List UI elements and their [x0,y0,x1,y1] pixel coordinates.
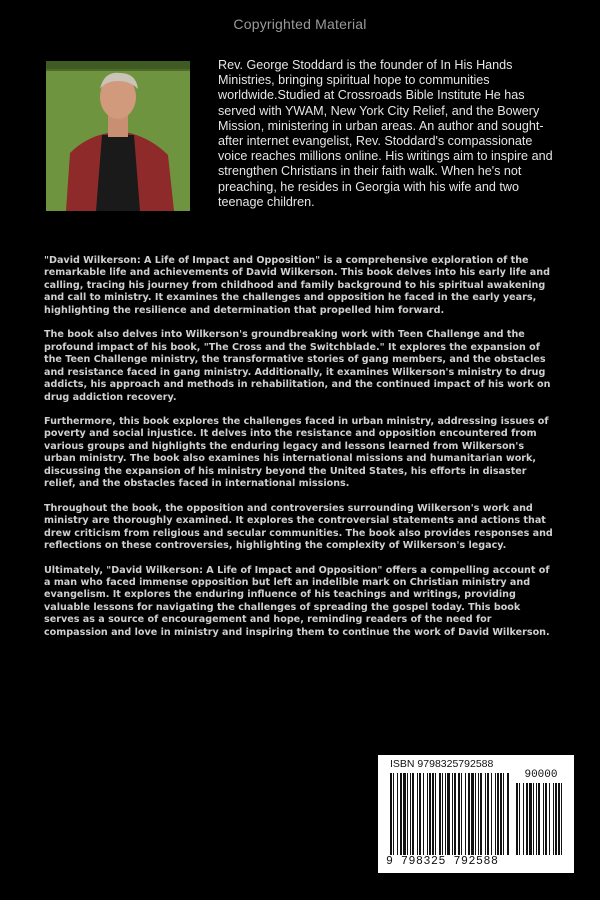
isbn-label: ISBN 9798325792588 [390,758,494,770]
description-paragraph: Ultimately, "David Wilkerson: A Life of Impact and Opposition" offers a compelling account of a man who faced immense opposition but left an indelible mark on Christian ministry and evangelism. It explores the enduring influence of his teachings and writings, providing valuable lessons for navigating the challenges of spreading the gospel today. This book serves as a source of encouragement and hope, reminding readers of the need for compassion and love in ministry and inspiring them to continue the work of David Wilkerson. [44,564,550,638]
description-paragraph: Furthermore, this book explores the challenges faced in urban ministry, addressing issues of poverty and social injustice. It delves into the resistance and opposition encountered from various groups and highlights the enduring legacy and lessons learned from Wilkerson's urban ministry. The book also examines his international missions and humanitarian work, discussing the expansion of his ministry beyond the United States, his efforts in disaster relief, and the obstacles faced in international missions. [44,415,549,490]
description-paragraph: "David Wilkerson: A Life of Impact and Opposition" is a comprehensive exploration of the remarkable life and achievements of David Wilkerson. This book delves into his early life and calling, tracing his journey from childhood and family background to his spiritual awakening and call to ministry. It examines the challenges and opposition he faced in the early years, highlighting the resilience and determination that propelled him forward. [44,255,550,316]
addon-barcode-bars [516,783,566,855]
author-bio: Rev. George Stoddard is the founder of In His Hands Ministries, bringing spiritual hope to communities worldwide.Studied at Crossroads Bible Institute He has served with YWAM, New York City Relief, and the Bowery Mission, ministering in urban areas. An author and sought-after internet evangelist, Rev. Stoddard's compassionate voice reaches millions online. His writings aim to inspire and strengthen Christians in their faith walk. When he's not preaching, he resides in Georgia with his wife and two teenage children. [218,58,553,209]
description-paragraph: The book also delves into Wilkerson's groundbreaking work with Teen Challenge and the profound impact of his book, "The Cross and the Switchblade." It explores the expansion of the Teen Challenge ministry, the transformative stories of gang members, and the obstacles and resistance faced in gang ministry. Additionally, it examines Wilkerson's ministry to drug addicts, his approach and methods in rehabilitation, and the continued impact of his work on drug addiction recovery. [44,329,551,403]
barcode-digits: 9 798325 792588 [386,855,499,868]
author-photo [46,61,190,211]
price-addon-number: 90000 [524,769,558,781]
description-paragraph: Throughout the book, the opposition and controversies surrounding Wilkerson's work and ministry are thoroughly examined. It explores the controversial statements and actions that drew criticism from religious and secular communities. The book also provides responses and reflections on these controversies, highlighting the complexity of Wilkerson's legacy. [44,502,553,552]
isbn-barcode [378,755,574,873]
ean-barcode-bars [390,773,512,855]
copyright-watermark-top: Copyrighted Material [233,16,367,32]
book-description [44,255,558,651]
